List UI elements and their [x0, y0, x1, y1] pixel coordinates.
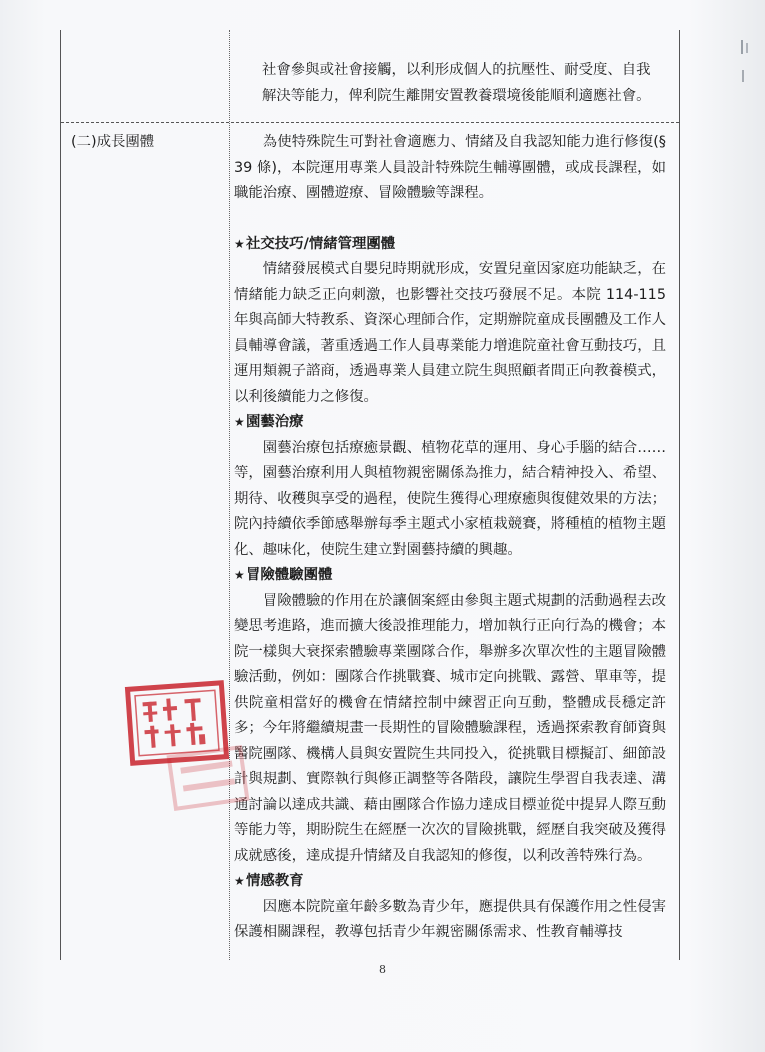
section-label: (二)成長團體	[71, 134, 155, 150]
star-icon: ★	[234, 874, 245, 888]
section-content	[234, 130, 666, 946]
subsection-heading-emotion	[234, 869, 666, 895]
star-icon: ★	[234, 415, 245, 429]
content-table	[60, 30, 680, 960]
subsection-heading-adventure	[234, 563, 666, 589]
subsection-title: 冒險體驗團體	[246, 567, 333, 583]
subsection-body-horticulture: 園藝治療包括療癒景觀、植物花草的運用、身心手腦的結合……等，園藝治療利用人與植物親密關係為推力，結合精神投入、希望、期待、收穫與享受的過程，使院生獲得心理療癒與復健效果的方法；院內持續依季節感舉辦每季主題式小家植栽競賽，將種植的植物主題化、趣味化，使院生建立對園藝持續的興趣。	[234, 439, 666, 558]
subsection-body-adventure: 冒險體驗的作用在於讓個案經由參與主題式規劃的活動過程去改變思考進路，進而擴大後設推理能力，增加執行正向行為的機會；本院一樣與大衰探索體驗專業團隊合作，舉辦多次單次性的主題冒險體驗活動，例如：團隊合作挑戰賽、城市定向挑戰、露營、單車等，提供院童相當好的機會在情緒控制中練習正向互動，整體成長穩定許多；今年將繼續規畫一長期性的冒險體驗課程，透過探索教育師資與醫院團隊、機構人員與安置院生共同投入，從挑戰目標擬訂、細節設計與規劃、實際執行與修正調整等各階段，讓院生學習自我表達、溝通討論以達成共識、藉由團隊合作協力達成目標並從中提昇人際互動等能力等，期盼院生在經歷一次次的冒險挑戰，經歷自我突破及獲得成就感後，達成提升情緒及自我認知的修復，以利改善特殊行為。	[234, 592, 666, 864]
page-number: 8	[379, 963, 386, 976]
faint-seal-stamp	[164, 743, 252, 814]
subsection-title: 社交技巧/情緒管理團體	[246, 235, 396, 252]
scan-edge-marks	[739, 40, 751, 120]
subsection-body-emotion: 因應本院院童年齡多數為青少年，應提供具有保護作用之性侵害保護相關課程，教導包括青少年親密關係需求、性教育輔導技	[234, 898, 666, 940]
row-divider	[61, 122, 679, 123]
top-row-content	[234, 58, 666, 109]
column-divider	[229, 30, 230, 960]
section-intro: 為使特殊院生可對社會適應力、情緒及自我認知能力進行修復(§39 條)，本院運用專業人員設計特殊院生輔導團體，或成長課程，如職能治療、團體遊療、冒險體驗等課程。	[234, 134, 666, 201]
subsection-title: 情感教育	[246, 873, 304, 889]
section-label-cell	[61, 130, 229, 156]
top-row-line-1: 社會參與或社會接觸，以利形成個人的抗壓性、耐受度、自我	[262, 62, 651, 78]
top-row-line-2: 解決等能力，俾利院生離開安置教養環境後能順利適應社會。	[262, 87, 651, 104]
subsection-body-social: 情緒發展模式自嬰兒時期就形成，安置兒童因家庭功能缺乏，在情緒能力缺乏正向刺激，也影響社交技巧發展不足。本院 114-115 年與高師大特教系、資深心理師合作，定期辦院童成長團體及工作人員輔導會議，著重透過工作人員專業能力增進院童社會互動技巧，且運用類親子諮商，透過專業人員建立院生與照顧者間正向教養模式，以利後續能力之修復。	[234, 261, 666, 405]
star-icon: ★	[234, 568, 245, 582]
subsection-title: 園藝治療	[246, 414, 304, 430]
subsection-heading-social	[234, 232, 666, 258]
star-icon: ★	[234, 236, 245, 251]
subsection-heading-horticulture	[234, 410, 666, 436]
